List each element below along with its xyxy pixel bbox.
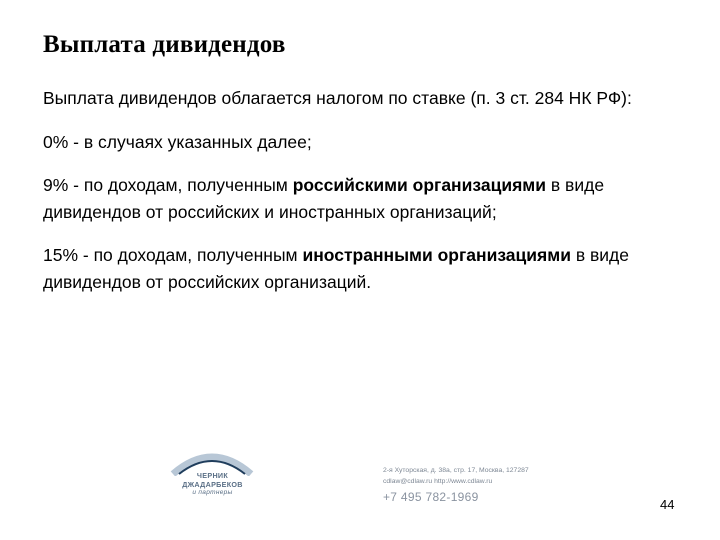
logo-text	[165, 472, 260, 498]
logo-line-1: ЧЕРНИК	[196, 471, 229, 480]
rate-15-text-end: в виде дивидендов от российских организаций.	[43, 245, 630, 292]
rate-9-paragraph	[43, 172, 683, 226]
rate-15-text-start: 15% - по доходам, полученным	[43, 245, 303, 265]
logo-line-2: ДЖАДАРБЕКОВ	[182, 479, 243, 489]
phone-text: +7 495 782-1969	[383, 490, 479, 504]
contact-info	[383, 465, 529, 504]
address-text: 2-я Хуторская, д. 38а, стр. 17, Москва, 127287	[383, 467, 529, 474]
intro-paragraph: Выплата дивидендов облагается налогом по ставке (п. 3 ст. 284 НК РФ):	[43, 88, 632, 108]
rate-9-text-end: в виде дивидендов от российских и иностранных организаций;	[43, 175, 605, 222]
rate-0-paragraph: 0% - в случаях указанных далее;	[43, 132, 312, 152]
logo-line-3: и партнеры	[192, 489, 233, 496]
company-logo	[165, 446, 260, 521]
slide-title: Выплата дивидендов	[43, 31, 286, 58]
email-web-text: cdlaw@cdlaw.ru http://www.cdlaw.ru	[383, 478, 493, 485]
rate-15-bold-text: иностранными организациями	[302, 245, 571, 265]
rate-15-paragraph	[43, 242, 683, 296]
slide-body	[43, 85, 683, 312]
rate-9-text-start: 9% - по доходам, полученным	[43, 175, 293, 195]
page-number: 44	[660, 497, 675, 512]
rate-9-bold-text: российскими организациями	[292, 175, 547, 195]
